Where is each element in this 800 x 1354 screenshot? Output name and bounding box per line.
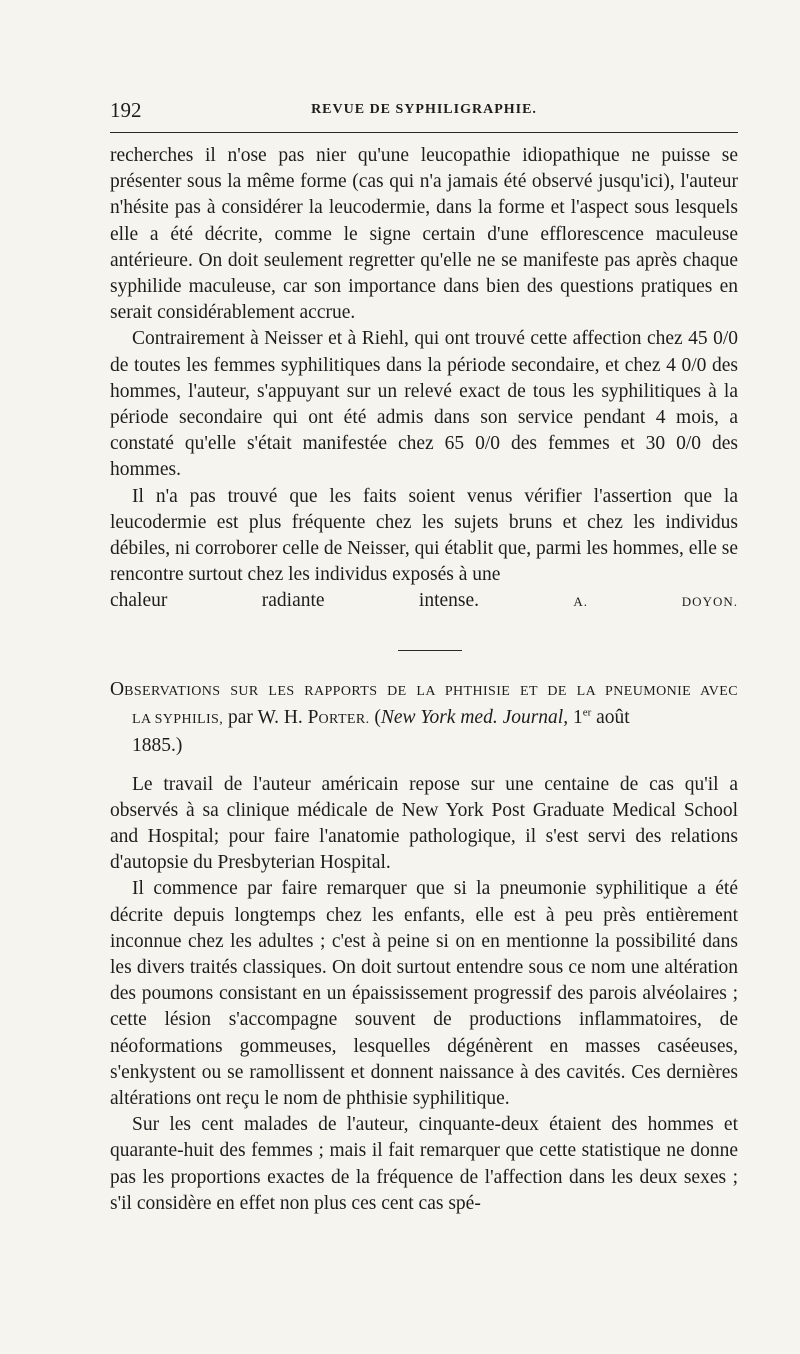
running-title: REVUE DE SYPHILIGRAPHIE. bbox=[311, 102, 537, 117]
citation bbox=[374, 707, 629, 728]
article-title bbox=[110, 677, 738, 760]
title-by: par bbox=[228, 707, 253, 729]
author-surname bbox=[308, 707, 370, 728]
header-rule bbox=[110, 132, 738, 133]
article-porter bbox=[110, 677, 738, 1217]
paragraph: Le travail de l'auteur américain repose sur une centaine de cas qu'il a observés à sa clinique médicale de New York Post Graduate Medical School and Hospital; pour faire l'anatomie pathologique, il s'est servi des relations d'autopsie du Presbyterian Hospital. bbox=[110, 773, 738, 874]
title-initial: O bbox=[110, 679, 125, 700]
citation-day: 1 bbox=[572, 707, 583, 729]
paragraph: Sur les cent malades de l'auteur, cinquante-deux étaient des hommes et quarante-huit des femmes ; mais il fait remarquer que cette statistique ne donne pas les proportions exactes de la fréquence de l'affection dans les deux sexes ; s'il considère en effet non plus ces cent cas spé- bbox=[110, 1114, 738, 1214]
citation-day-suffix: er bbox=[582, 706, 592, 719]
page-header bbox=[110, 98, 738, 128]
article-title-line bbox=[110, 733, 738, 759]
article-leucodermie bbox=[110, 143, 738, 616]
section-divider bbox=[398, 650, 462, 651]
paragraph: recherches il n'ose pas nier qu'une leucopathie idiopathique ne puisse se présenter sous la même forme (cas qui n'a jamais été observé jusqu'ici), l'auteur n'hésite pas à considérer la leucodermie, dans la forme et l'aspect sous lesquels elle a été décrite, comme le signe certain d'une efflorescence maculeuse antérieure. On doit seulement regretter qu'elle ne se manifeste pas après chaque syphilide maculeuse, car son importance dans bien des questions pratiques en serait considérablement accrue. bbox=[110, 145, 738, 324]
surname-initial: P bbox=[307, 707, 319, 729]
author-initials: W. H. bbox=[257, 707, 303, 729]
article-title-line bbox=[110, 705, 738, 733]
citation-year: 1885.) bbox=[132, 735, 183, 757]
signature-line bbox=[110, 588, 738, 615]
surname-rest: ORTER. bbox=[318, 712, 370, 728]
citation-paren: ( bbox=[374, 707, 381, 729]
article-title-line bbox=[110, 677, 738, 705]
page-number: 192 bbox=[110, 98, 142, 122]
journal-name: New York med. Journal, bbox=[380, 707, 569, 729]
paragraph: Contrairement à Neisser et à Riehl, qui ont trouvé cette affection chez 45 0/0 de toutes les femmes syphilitiques dans la période secondaire, et chez 4 0/0 des hommes, l'auteur, s'appuyant sur un relevé exact de tous les syphilitiques à la période secondaire qui ont été admis dans son service pendant 4 mois, a constaté qu'elle s'était manifestée chez 65 0/0 des femmes et 30 0/0 des hommes. bbox=[110, 328, 738, 481]
title-text: BSERVATIONS SUR LES RAPPORTS DE LA PHTHISIE ET DE LA PNEUMONIE AVEC bbox=[124, 684, 738, 699]
paragraph: Il commence par faire remarquer que si la pneumonie syphilitique a été décrite depuis longtemps chez les enfants, elle est à peu près entièrement inconnue chez les adultes ; c'est à peine si on en mentionne la possibilité dans les divers traités classiques. On doit surtout entendre sous ce nom une altération des poumons consistant en un épaississement progressif des parois alvéolaires ; cette lésion s'accompagne souvent de productions inflammatoires, de néoformations gommeuses, lesquelles dégénèrent en masses caséeuses, s'enkystent ou se ramollissent et donnent naissance à des cavités. Ces dernières altérations ont reçu le nom de phthisie syphilitique. bbox=[110, 878, 738, 1110]
paragraph-end: chaleur radiante intense. bbox=[110, 590, 480, 612]
signature: A. DOYON. bbox=[573, 594, 738, 610]
citation-month: août bbox=[596, 707, 630, 729]
paragraph: Il n'a pas trouvé que les faits soient venus vérifier l'assertion que la leucodermie est plus fréquente chez les sujets bruns et chez les individus débiles, ni corroborer celle de Neisser, qui établit que, parmi les hommes, elle se rencontre surtout chez les individus exposés à une bbox=[110, 485, 738, 586]
title-text: LA SYPHILIS, bbox=[132, 712, 224, 728]
